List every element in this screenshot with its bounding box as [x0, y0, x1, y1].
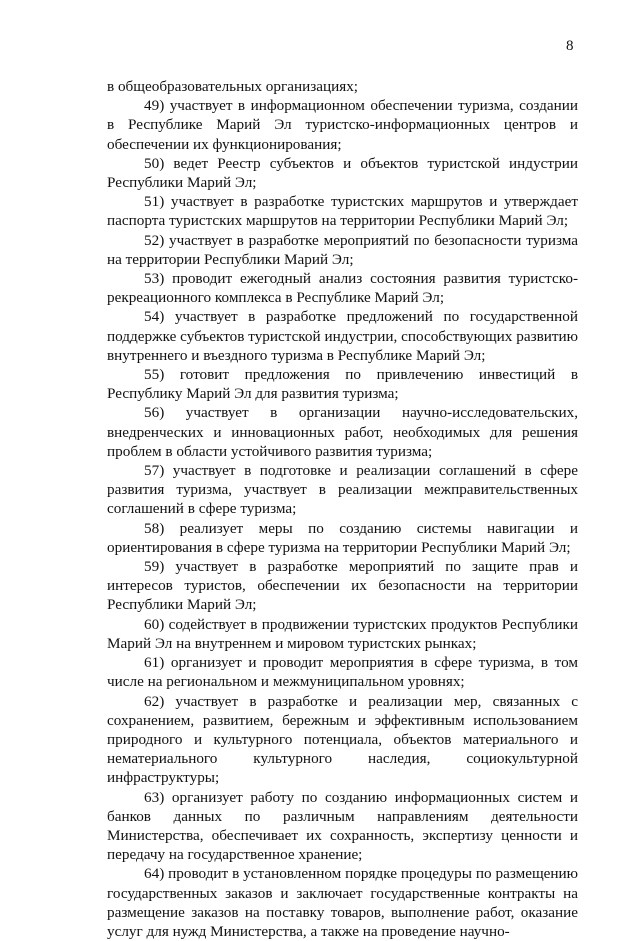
paragraph-item-59: 59) участвует в разработке мероприятий по защите прав и интересов туристов, обеспечении их безопасности на территории Республики Марий Эл;	[107, 558, 578, 614]
paragraph-item-62: 62) участвует в разработке и реализации мер, связанных с сохранением, развитием, бережным и эффективным использованием природного и культурного потенциала, объектов материального и нематериального культурного наследия, социокультурной инфраструктуры;	[107, 692, 578, 787]
page-body	[107, 77, 578, 941]
paragraph-item-61: 61) организует и проводит мероприятия в сфере туризма, в том числе на региональном и межмуниципальном уровнях;	[107, 654, 578, 691]
paragraph-item-54: 54) участвует в разработке предложений по государственной поддержке субъектов туристской индустрии, способствующих развитию внутреннего и въездного туризма в Республике Марий Эл;	[107, 308, 578, 364]
paragraph-item-49: 49) участвует в информационном обеспечении туризма, создании в Республике Марий Эл туристско-информационных центров и обеспечении их функционирования;	[107, 97, 578, 153]
paragraph-item-60: 60) содействует в продвижении туристских продуктов Республики Марий Эл на внутреннем и мировом туристских рынках;	[107, 615, 578, 652]
paragraph-item-51: 51) участвует в разработке туристских маршрутов и утверждает паспорта туристских маршрутов на территории Республики Марий Эл;	[107, 193, 578, 230]
paragraph-item-50: 50) ведет Реестр субъектов и объектов туристской индустрии Республики Марий Эл;	[107, 154, 578, 192]
page-number: 8	[566, 38, 574, 54]
paragraph-item-63: 63) организует работу по созданию информационных систем и банков данных по различным направлениям деятельности Министерства, обеспечивает их сохранность, экспертизу ценности и передачу на государственное хранение;	[107, 788, 578, 864]
paragraph-item-58: 58) реализует меры по созданию системы навигации и ориентирования в сфере туризма на территории Республики Марий Эл;	[107, 519, 578, 556]
paragraph-item-53: 53) проводит ежегодный анализ состояния развития туристско-рекреационного комплекса в Республике Марий Эл;	[107, 270, 578, 307]
paragraph-item-55: 55) готовит предложения по привлечению инвестиций в Республику Марий Эл для развития туризма;	[107, 366, 578, 403]
paragraph-item-64: 64) проводит в установленном порядке процедуры по размещению государственных заказов и заключает государственные контракты на размещение заказов на поставку товаров, выполнение работ, оказание услуг для нужд Министерства, а также на проведение научно-	[107, 865, 578, 940]
paragraph-item-52: 52) участвует в разработке мероприятий по безопасности туризма на территории Республики Марий Эл;	[107, 231, 578, 268]
paragraph-continuation: в общеобразовательных организациях;	[107, 78, 359, 95]
paragraph-item-56: 56) участвует в организации научно-исследовательских, внедренческих и инновационных работ, необходимых для решения проблем в области устойчивого развития туризма;	[107, 404, 578, 460]
paragraph-item-57: 57) участвует в подготовке и реализации соглашений в сфере развития туризма, участвует в реализации межправительственных соглашений в сфере туризма;	[107, 462, 578, 518]
